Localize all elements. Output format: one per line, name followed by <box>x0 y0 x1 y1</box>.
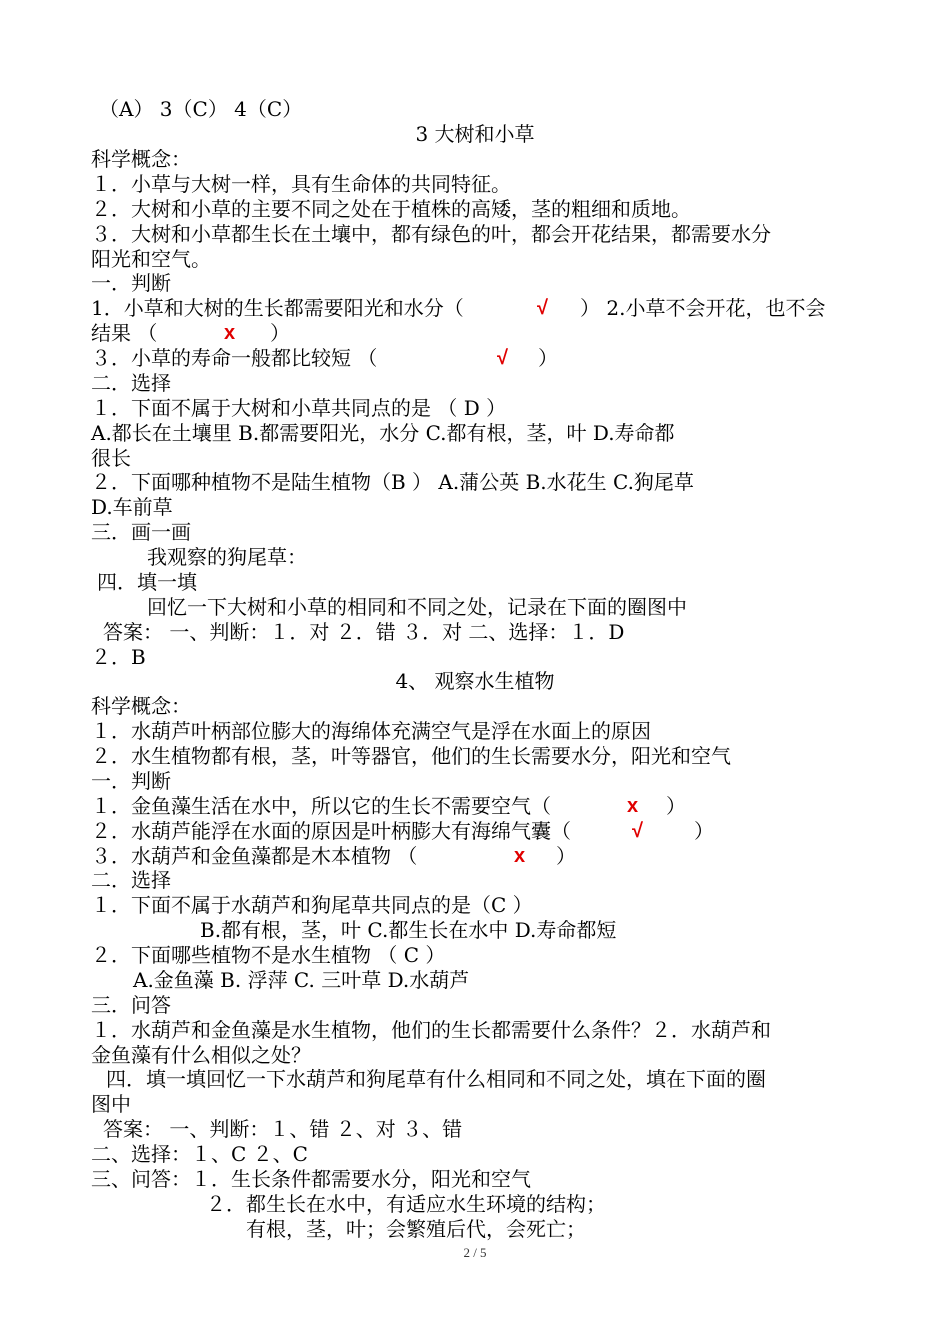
answer-line: 答案： 一、判断：１、错 ２、对 ３、错 <box>103 1117 463 1141</box>
text-line: A.金鱼藻 B. 浮萍 C. 三叶草 D.水葫芦 <box>133 968 470 992</box>
text-line: １．水葫芦叶柄部位膨大的海绵体充满空气是浮在水面上的原因 <box>91 719 651 743</box>
text-line: ） 2.小草不会开花，也不会 <box>580 296 826 320</box>
text-line: 金鱼藻有什么相似之处？ <box>91 1043 311 1067</box>
text-line: 科学概念： <box>91 147 191 171</box>
text-line: ） <box>556 844 576 868</box>
text-line: 图中 <box>91 1092 131 1116</box>
text-line: １．下面不属于大树和小草共同点的是 （ D ） <box>91 396 507 420</box>
text-line: B.都有根，茎，叶 C.都生长在水中 D.寿命都短 <box>200 918 617 942</box>
text-line: ） <box>694 819 714 843</box>
text-line: 四．填一填回忆一下水葫芦和狗尾草有什么相同和不同之处，填在下面的圈 <box>106 1067 766 1091</box>
check-mark: √ <box>632 820 643 842</box>
text-line: 阳光和空气。 <box>91 247 211 271</box>
check-mark: √ <box>537 297 548 319</box>
text-line: 一．判断 <box>91 271 171 295</box>
text-line: ２．下面哪种植物不是陆生植物（B ） A.蒲公英 B.水花生 C.狗尾草 <box>91 470 694 494</box>
cross-mark: x <box>514 845 526 867</box>
text-line: A.都长在土壤里 B.都需要阳光，水分 C.都有根，茎，叶 D.寿命都 <box>91 421 675 445</box>
text-line: １．水葫芦和金鱼藻是水生植物，他们的生长都需要什么条件？２．水葫芦和 <box>91 1018 771 1042</box>
text-line: ２．水葫芦能浮在水面的原因是叶柄膨大有海绵气囊（ <box>91 819 571 843</box>
text-line: ３．水葫芦和金鱼藻都是木本植物 （ <box>91 844 418 868</box>
text-line: １．小草与大树一样，具有生命体的共同特征。 <box>91 172 511 196</box>
text-line: ２．大树和小草的主要不同之处在于植株的高矮，茎的粗细和质地。 <box>91 197 691 221</box>
text-line: 回忆一下大树和小草的相同和不同之处，记录在下面的圈图中 <box>147 595 687 619</box>
section-title: 3 大树和小草 <box>415 122 535 146</box>
text-line: D.车前草 <box>91 495 173 519</box>
text-line: 二．选择 <box>91 868 171 892</box>
text-line: １．金鱼藻生活在水中，所以它的生长不需要空气（ <box>91 794 551 818</box>
text-line: ２．水生植物都有根，茎，叶等器官，他们的生长需要水分，阳光和空气 <box>91 744 731 768</box>
answer-line: 有根，茎，叶；会繁殖后代，会死亡； <box>246 1217 586 1241</box>
text-line: ２．下面哪些植物不是水生植物 （ C ） <box>91 943 446 967</box>
text-line: 四．填一填 <box>97 570 197 594</box>
answer-line: ２．B <box>91 645 146 669</box>
text-line: ） <box>270 321 290 345</box>
check-mark: √ <box>497 347 508 369</box>
text-line: 三．画一画 <box>91 520 191 544</box>
section-title: 4、 观察水生植物 <box>395 669 555 693</box>
text-line: 1．小草和大树的生长都需要阳光和水分（ <box>91 296 464 320</box>
text-line: 三．问答 <box>91 993 171 1017</box>
text-line: ３．大树和小草都生长在土壤中，都有绿色的叶，都会开花结果，都需要水分 <box>91 222 771 246</box>
text-line: 二．选择 <box>91 371 171 395</box>
text-line: ） <box>666 794 686 818</box>
page-number: 2 / 5 <box>463 1245 487 1260</box>
text-line: １．下面不属于水葫芦和狗尾草共同点的是（C ） <box>91 893 533 917</box>
answer-line: 三、问答：１．生长条件都需要水分，阳光和空气 <box>91 1167 531 1191</box>
text-line: 我观察的狗尾草： <box>147 545 307 569</box>
answer-line: 二、选择：１、C ２、C <box>91 1142 308 1166</box>
text-line: 科学概念： <box>91 694 191 718</box>
text-line: 很长 <box>91 446 131 470</box>
cross-mark: x <box>224 322 236 344</box>
answer-line: ２．都生长在水中，有适应水生环境的结构； <box>206 1192 606 1216</box>
text-line: 一．判断 <box>91 769 171 793</box>
cross-mark: x <box>627 795 639 817</box>
text-line: ） <box>538 346 558 370</box>
text-line: 结果 （ <box>91 321 158 345</box>
text-line: （A） 3（C） 4（C） <box>99 97 303 121</box>
text-line: ３．小草的寿命一般都比较短 （ <box>91 346 378 370</box>
answer-line: 答案： 一、判断：１．对 ２．错 ３．对 二、选择：１．D <box>103 620 625 644</box>
